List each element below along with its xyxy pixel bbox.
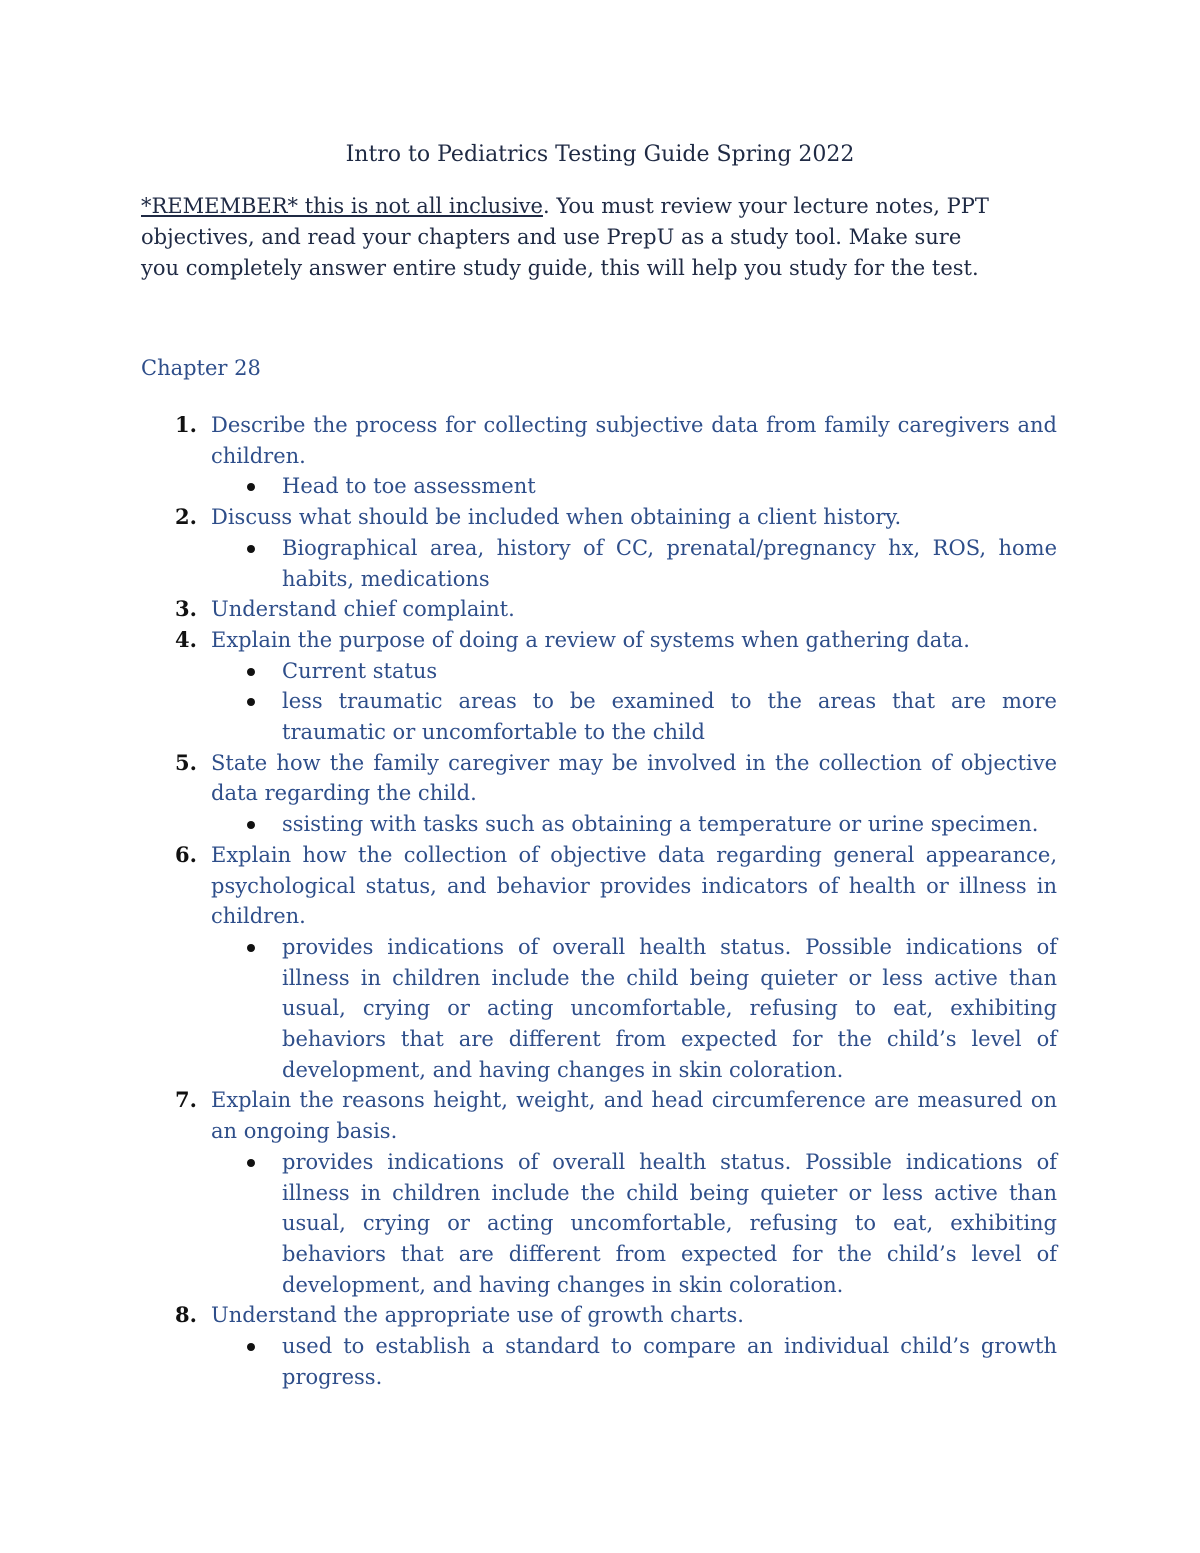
chapter-heading: Chapter 28 (141, 356, 261, 380)
question-text: Explain the purpose of doing a review of systems when gathering data. (211, 627, 970, 652)
bullet-icon (247, 698, 255, 706)
bullet-icon (247, 821, 255, 829)
bullet-icon (247, 1343, 255, 1351)
answer-text: Current status (282, 658, 438, 683)
bullet-icon (247, 1159, 255, 1167)
page-title: Intro to Pediatrics Testing Guide Spring 2022 (345, 142, 855, 167)
question-number: 2. (175, 504, 197, 530)
question-item (0, 1085, 1200, 1300)
question-number: 3. (175, 596, 197, 622)
question-text: Understand the appropriate use of growth charts. (211, 1303, 744, 1328)
question-item (0, 748, 1200, 840)
question-text: Describe the process for collecting subjective data from family caregivers and children. (211, 413, 1057, 468)
answer-item (0, 471, 1200, 502)
question-number: 7. (175, 1087, 197, 1113)
question-item (0, 502, 1200, 594)
answer-list (0, 656, 1200, 748)
answer-text: ssisting with tasks such as obtaining a temperature or urine specimen. (282, 812, 1039, 837)
answer-item (0, 686, 1200, 747)
question-number: 5. (175, 749, 197, 775)
question-text: Explain the reasons height, weight, and head circumference are measured on an ongoing basis. (211, 1088, 1057, 1144)
answer-list (0, 533, 1200, 594)
answer-item (0, 1147, 1200, 1301)
bullet-icon (247, 483, 255, 491)
question-text: Explain how the collection of objective data regarding general appearance, psychological status, and behavior provides indicators of health or illness in children. (211, 842, 1057, 929)
answer-list (0, 1147, 1200, 1301)
question-number: 1. (175, 412, 197, 437)
remember-note: *REMEMBER* this is not all inclusive (141, 194, 543, 218)
answer-list (0, 1331, 1200, 1392)
answer-text: Biographical area, history of CC, prenatal/pregnancy hx, ROS, home habits, medications (282, 535, 1057, 591)
question-item (0, 594, 1200, 625)
answer-item (0, 533, 1200, 594)
intro-paragraph (141, 191, 1001, 284)
question-item (0, 410, 1200, 502)
answer-item (0, 656, 1200, 687)
bullet-icon (247, 545, 255, 553)
answer-item (0, 1331, 1200, 1392)
question-item (0, 840, 1200, 1086)
answer-text: provides indications of overall health status. Possible indications of illness in children include the child being quieter or less active than usual, crying or acting uncomfortable, refusing to eat, exhibiting behaviors that are different from expected for the child’s level of development, and having changes in skin coloration. (282, 934, 1057, 1082)
question-item (0, 1300, 1200, 1392)
intro-text: . You must review your lecture notes, PPT objectives, and read your chapters and use PrepU as a study tool. Make sure you completely answer entire study guide, this will help you study for the test. (141, 194, 989, 280)
bullet-icon (247, 944, 255, 952)
question-list (0, 410, 1200, 1393)
answer-text: provides indications of overall health status. Possible indications of illness in children include the child being quieter or less active than usual, crying or acting uncomfortable, refusing to eat, exhibiting behaviors that are different from expected for the child’s level of development, and having changes in skin coloration. (282, 1149, 1057, 1297)
answer-text: Head to toe assessment (282, 474, 536, 499)
question-text: Understand chief complaint. (211, 597, 515, 622)
answer-list (0, 932, 1200, 1086)
question-text: Discuss what should be included when obtaining a client history. (211, 505, 902, 530)
question-item (0, 625, 1200, 748)
answer-text: less traumatic areas to be examined to the areas that are more traumatic or uncomfortable to the child (282, 689, 1057, 745)
bullet-icon (247, 668, 255, 676)
question-number: 4. (175, 626, 197, 652)
answer-item (0, 932, 1200, 1086)
answer-item (0, 809, 1200, 840)
question-number: 8. (175, 1302, 197, 1328)
question-number: 6. (175, 841, 197, 867)
answer-list (0, 809, 1200, 840)
answer-text: used to establish a standard to compare an individual child’s growth progress. (282, 1334, 1057, 1389)
answer-list (0, 471, 1200, 502)
question-text: State how the family caregiver may be involved in the collection of objective data regarding the child. (211, 750, 1057, 806)
